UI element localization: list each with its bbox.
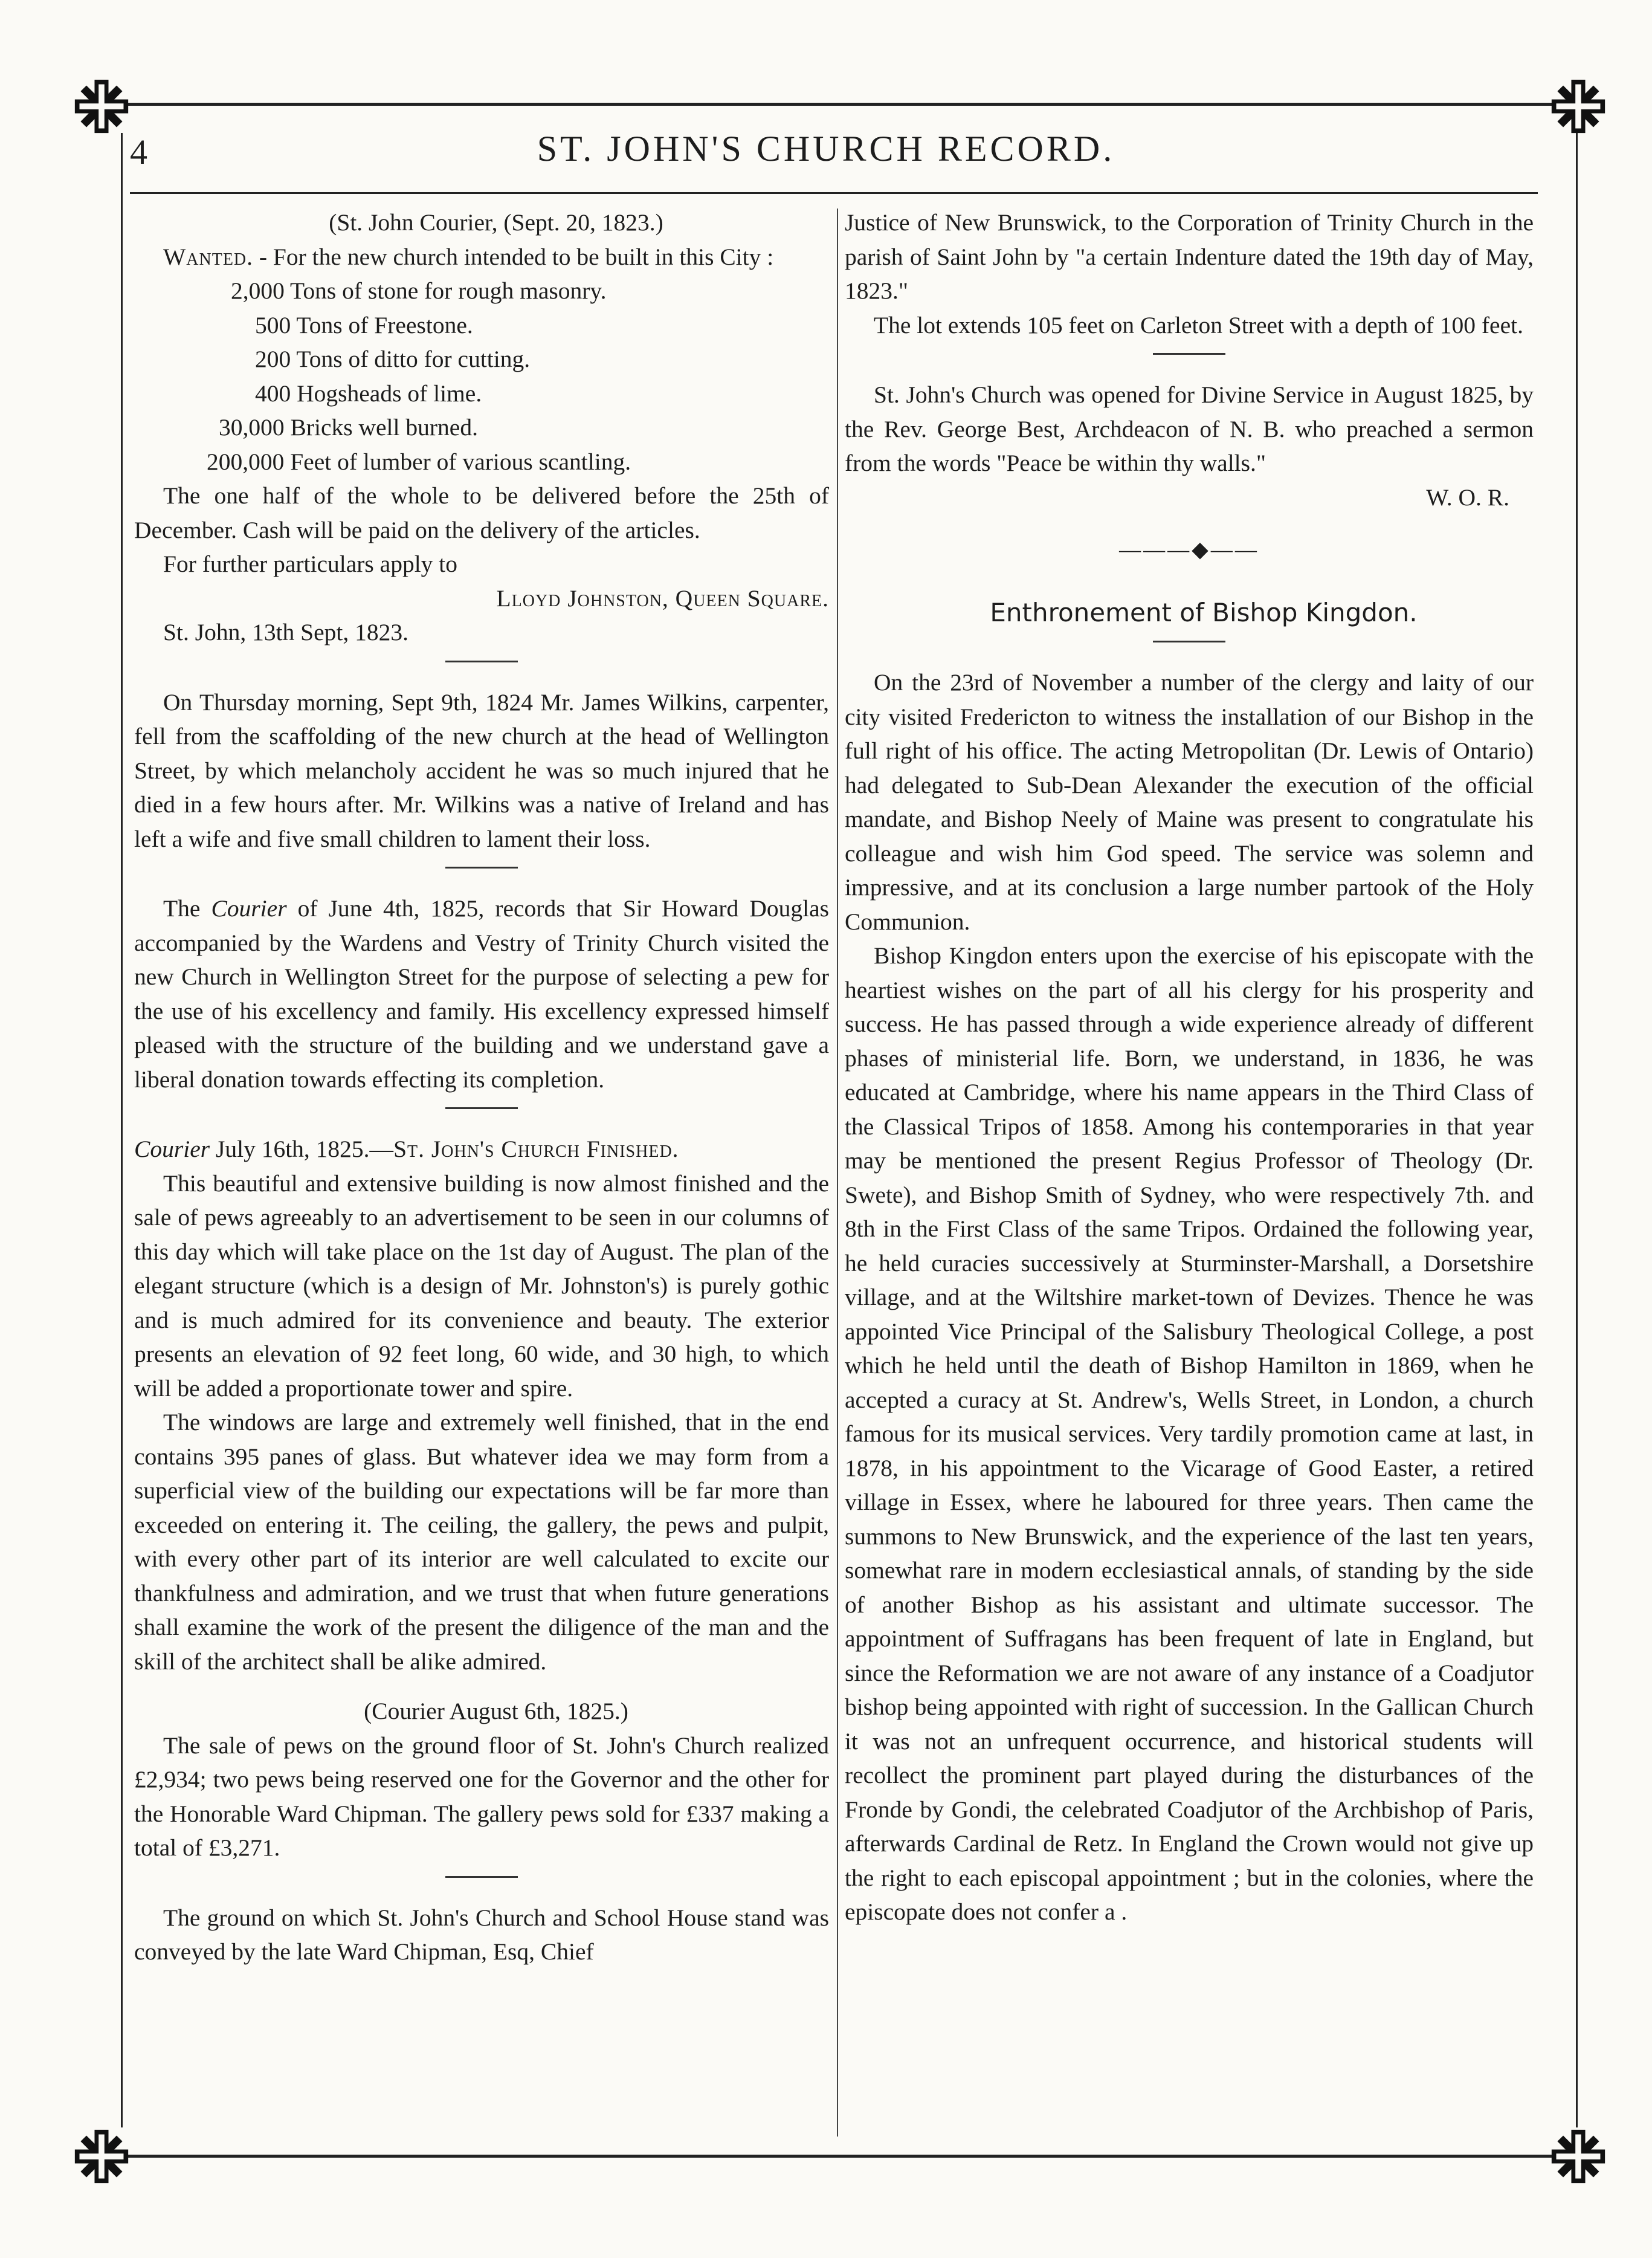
column-divider [837, 209, 838, 2137]
ornament-divider: ———◆—— [1119, 537, 1259, 561]
cross-icon-bottom-right [1549, 2127, 1607, 2185]
separator-rule [445, 1107, 518, 1109]
douglas-text: of June 4th, 1825, records that Sir Howard Douglas accompanied by the Wardens and Vestry of Trinity Church visited the new Church in Wellington Street for the purpose of selecting a pew for the use of his excellency and family. His excellency expressed himself pleased with the structure of the building and we understand gave a liberal donation towards effecting its completion. [134, 895, 829, 1093]
left-column [134, 205, 829, 1969]
wanted-label: Wanted. [163, 243, 254, 270]
list-item: 400 Hogsheads of lime. [255, 380, 482, 407]
justice-paragraph: Justice of New Brunswick, to the Corporation of Trinity Church in the parish of Saint John by "a certain Indenture dated the 19th day of May, 1823." [845, 209, 1534, 304]
top-border-rule [121, 103, 1577, 106]
header-rule [130, 192, 1538, 194]
list-item: 30,000 Bricks well burned. [219, 414, 478, 441]
enthronement-paragraph-2: Bishop Kingdon enters upon the exercise of his episcopate with the heartiest wishes on the part of all his clergy for his prosperity and success. He has passed through a wide experience already of different phases of ministerial life. Born, we understand, in 1836, he was educated at Cambridge, where his name appears in the Third Class of the Classical Tripos of 1858. Among his contemporaries in that year may be mentioned the present Regius Professor of Theology (Dr. Swete), and Bishop Smith of Sydney, who were respectively 7th. and 8th in the First Class of the same Tripos. Ordained the following year, he held curacies successively at Sturminster-Marshall, a Dorsetshire village, and at the Wiltshire market-town of Devizes. Thence he was appointed Vice Principal of the Salisbury Theological College, a post which he held until the death of Bishop Hamilton in 1869, when he accepted a curacy at St. Andrew's, Wells Street, in London, a church famous for its musical services. Very tardily promotion came at last, in 1878, in his appointment to the Vicarage of Good Easter, a retired village in Essex, where he laboured for three years. Then came the summons to New Brunswick, and the experience of the last ten years, somewhat rare in modern ecclesiastical annals, of standing by the side of another Bishop as his assistant and ultimate successor. The appointment of Suffragans has been frequent of late in England, but since the Reformation we are not aware of any instance of a Coadjutor bishop being appointed with right of succession. In the Gallican Church it was not an unfrequent occurrence, and historical students will recollect the prominent part played during the disturbances of the Fronde by Gondi, the celebrated Coadjutor of the Archbishop of Paris, afterwards Cardinal de Retz. In England the Crown would not give up the right to each episcopal appointment ; but in the colonies, where the episcopate does not confer a . [845, 942, 1534, 1925]
cross-icon-top-left [73, 77, 131, 135]
list-item: 500 Tons of Freestone. [255, 311, 473, 338]
douglas-courier: Courier [211, 895, 287, 922]
wanted-text: - For the new church intended to be built in this City : [259, 243, 774, 270]
courier-aug-source: (Courier August 6th, 1825.) [364, 1698, 628, 1724]
cross-icon-bottom-left [73, 2127, 131, 2185]
pews-paragraph: The sale of pews on the ground floor of St. John's Church realized £2,934; two pews being reserved one for the Governor and the other for the Honorable Ward Chipman. The gallery pews sold for £337 making a total of £3,271. [134, 1732, 829, 1861]
separator-rule [445, 661, 518, 662]
opened-paragraph: St. John's Church was opened for Divine Service in August 1825, by the Rev. George Best, Archdeacon of N. B. who preached a sermon from the words "Peace be within thy walls." [845, 381, 1534, 476]
list-item: 200 Tons of ditto for cutting. [255, 346, 531, 372]
right-border-rule [1576, 133, 1578, 2127]
lot-paragraph: The lot extends 105 feet on Carleton Street with a depth of 100 feet. [874, 311, 1523, 338]
list-item: 2,000 Tons of stone for rough masonry. [231, 277, 607, 304]
finished-paragraph-1: This beautiful and extensive building is now almost finished and the sale of pews agreeably to an advertisement to be seen in our columns of this day which will take place on the 1st day of August. The plan of the elegant structure (which is a design of Mr. Johnston's) is purely gothic and is much admired for its convenience and beauty. The exterior presents an elevation of 92 feet long, 60 wide, and 30 high, to which will be added a proportionate tower and spire. [134, 1169, 829, 1402]
delivery-note: The one half of the whole to be delivered before the 25th of December. Cash will be paid on the delivery of the articles. [134, 482, 829, 543]
finished-courier: Courier [134, 1136, 210, 1162]
wanted-notice [134, 240, 829, 274]
douglas-lead: The [163, 895, 211, 922]
finished-date: July 16th, 1825.— [210, 1136, 394, 1162]
apply-to: For further particulars apply to [163, 551, 458, 577]
separator-rule [445, 867, 518, 869]
materials-list [207, 274, 829, 479]
finished-heading: St. John's Church Finished. [393, 1136, 679, 1162]
cross-icon-top-right [1549, 77, 1607, 135]
separator-rule [445, 1876, 518, 1878]
running-title: ST. JOHN'S CHURCH RECORD. [537, 129, 1115, 169]
section-heading: Enthronement of Bishop Kingdon. [990, 597, 1418, 627]
separator-rule [1153, 641, 1225, 642]
bottom-border-rule [121, 2155, 1577, 2158]
douglas-paragraph [134, 891, 829, 1096]
list-item: 200,000 Feet of lumber of various scantling. [207, 448, 631, 475]
right-column [845, 205, 1534, 1929]
signatory: Lloyd Johnston, Queen Square. [496, 584, 829, 612]
ground-paragraph: The ground on which St. John's Church and School House stand was conveyed by the late Ward Chipman, Esq, Chief [134, 1904, 829, 1965]
courier-1823-source: (St. John Courier, (Sept. 20, 1823.) [329, 209, 663, 236]
wilkins-paragraph: On Thursday morning, Sept 9th, 1824 Mr. James Wilkins, carpenter, fell from the scaffolding of the new church at the head of Wellington Street, by which melancholy accident he was so much injured that he died in a few hours after. Mr. Wilkins was a native of Ireland and has left a wife and five small children to lament their loss. [134, 688, 829, 852]
finished-paragraph-2: The windows are large and extremely well finished, that in the end contains 395 panes of glass. But whatever idea we may form from a superficial view of the building our expectations will be far more than exceeded on entering it. The ceiling, the gallery, the pews and pulpit, with every other part of its interior are well calculated to excite our thankfulness and admiration, and we trust that when future generations shall examine the work of the present the diligence of the man and the skill of the architect shall be alike admired. [134, 1409, 829, 1675]
separator-rule [1153, 353, 1225, 355]
enthronement-paragraph-1: On the 23rd of November a number of the clergy and laity of our city visited Fredericton to witness the installation of our Bishop in the full right of his office. The acting Metropolitan (Dr. Lewis of Ontario) had delegated to Sub-Dean Alexander the execution of the official mandate, and Bishop Neely of Maine was present to congratulate his colleague and wish him God speed. The service was solemn and impressive, and at its conclusion a large number partook of the Holy Communion. [845, 669, 1534, 935]
page-number: 4 [130, 132, 147, 172]
dateline: St. John, 13th Sept, 1823. [163, 619, 409, 645]
left-border-rule [121, 133, 123, 2127]
finished-heading-line [134, 1132, 829, 1166]
signature: W. O. R. [1426, 484, 1509, 511]
